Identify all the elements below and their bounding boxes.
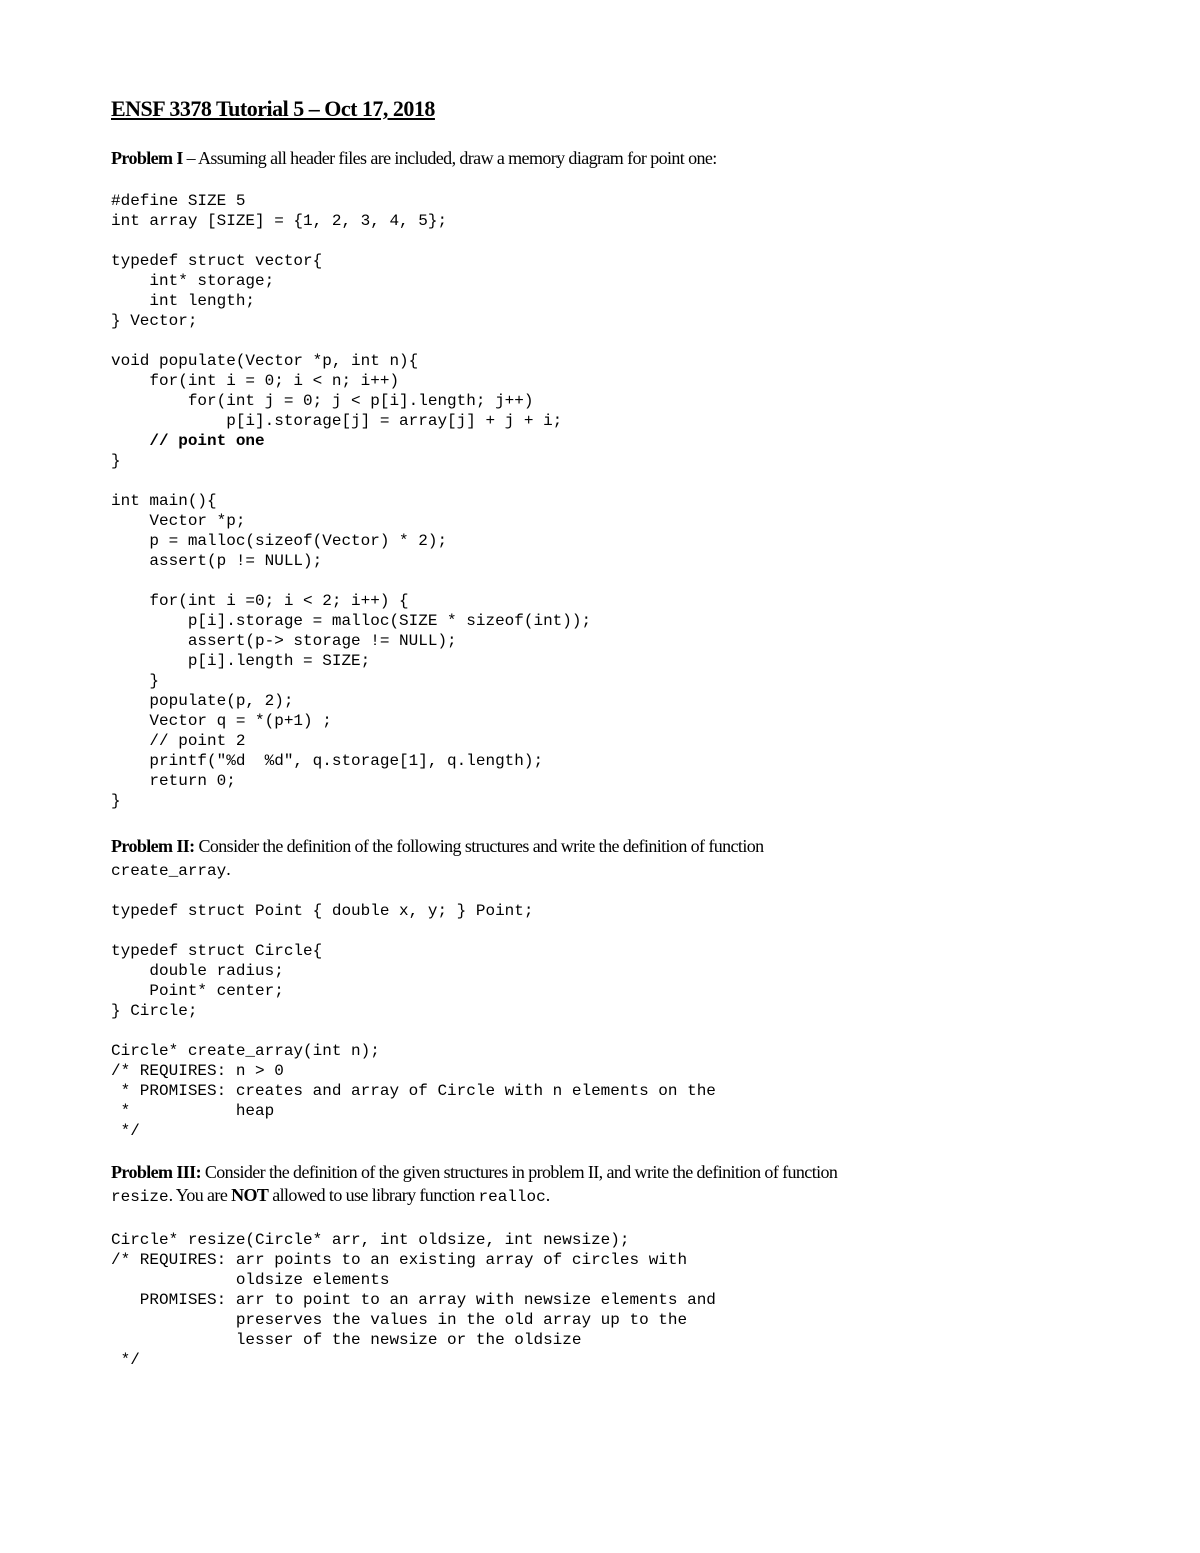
problem-3-label: Problem III: (111, 1162, 201, 1182)
code-line: int length; (111, 292, 256, 310)
code-line: int array [SIZE] = {1, 2, 3, 4, 5}; (111, 212, 448, 230)
code-line: return 0; (111, 772, 236, 790)
problem-1-statement (111, 147, 717, 170)
code-line: int* storage; (111, 272, 275, 290)
code-line: } Circle; (111, 1002, 198, 1020)
code-line: assert(p != NULL); (111, 552, 323, 570)
code-line: /* REQUIRES: arr points to an existing array of circles with (111, 1251, 688, 1269)
code-line: assert(p-> storage != NULL); (111, 632, 457, 650)
code-line: typedef struct Circle{ (111, 942, 323, 960)
code-line: Vector *p; (111, 512, 246, 530)
problem-3-statement (111, 1161, 837, 1184)
code-line (111, 1021, 716, 1041)
code-line: for(int i = 0; i < n; i++) (111, 372, 400, 390)
code-line (111, 231, 591, 251)
problem-2-statement-line2 (111, 858, 230, 883)
code-line: } (111, 452, 121, 470)
code-line: lesser of the newsize or the oldsize (111, 1331, 582, 1349)
code-line: */ (111, 1122, 140, 1140)
code-line: for(int j = 0; j < p[i].length; j++) (111, 392, 534, 410)
problem-3-text-2c: . (545, 1185, 550, 1205)
code-line: double radius; (111, 962, 284, 980)
code-line: Vector q = *(p+1) ; (111, 712, 332, 730)
code-line: for(int i =0; i < 2; i++) { (111, 592, 409, 610)
problem-3-not: NOT (231, 1185, 269, 1205)
code-line: PROMISES: arr to point to an array with newsize elements and (111, 1291, 716, 1309)
code-line: typedef struct vector{ (111, 252, 323, 270)
code-line: * PROMISES: creates and array of Circle with n elements on the (111, 1082, 716, 1100)
code-line: p = malloc(sizeof(Vector) * 2); (111, 532, 448, 550)
code-line: Circle* create_array(int n); (111, 1042, 380, 1060)
problem-2-code (111, 901, 716, 1141)
code-line (111, 921, 716, 941)
problem-3-text-2b: allowed to use library function (268, 1185, 479, 1205)
problem-3-text: Consider the definition of the given structures in problem II, and write the definition of function (200, 1162, 838, 1182)
problem-3-statement-line2 (111, 1184, 550, 1209)
code-line: p[i].storage = malloc(SIZE * sizeof(int)); (111, 612, 592, 630)
code-line: p[i].storage[j] = array[j] + j + i; (111, 412, 563, 430)
code-line: Point* center; (111, 982, 284, 1000)
problem-3-function-name: resize (111, 1188, 169, 1206)
code-line: int main(){ (111, 492, 217, 510)
code-line: oldsize elements (111, 1271, 390, 1289)
code-line (111, 471, 591, 491)
code-line: /* REQUIRES: n > 0 (111, 1062, 284, 1080)
code-line: Circle* resize(Circle* arr, int oldsize, int newsize); (111, 1231, 630, 1249)
problem-3-library-name: realloc (478, 1188, 546, 1206)
code-line: printf("%d %d", q.storage[1], q.length); (111, 752, 544, 770)
code-line: * heap (111, 1102, 275, 1120)
code-line: populate(p, 2); (111, 692, 294, 710)
problem-1-code (111, 191, 591, 811)
problem-2-function-suffix: . (226, 859, 231, 879)
problem-3-text-2a: . You are (168, 1185, 232, 1205)
problem-2-text: Consider the definition of the following structures and write the definition of function (194, 836, 764, 856)
code-line: preserves the values in the old array up to the (111, 1311, 688, 1329)
code-line: */ (111, 1351, 140, 1369)
page-title: ENSF 3378 Tutorial 5 – Oct 17, 2018 (111, 96, 435, 121)
code-line: void populate(Vector *p, int n){ (111, 352, 419, 370)
code-line: } (111, 792, 121, 810)
code-line (111, 331, 591, 351)
problem-2-label: Problem II: (111, 836, 195, 856)
problem-1-text: – Assuming all header files are included, draw a memory diagram for point one: (182, 148, 717, 168)
problem-1-label: Problem I (111, 148, 183, 168)
code-line: p[i].length = SIZE; (111, 652, 371, 670)
code-line: // point one (111, 432, 265, 450)
code-line (111, 571, 591, 591)
code-line: // point 2 (111, 732, 246, 750)
problem-3-code (111, 1230, 716, 1370)
problem-2-function-name: create_array (111, 862, 227, 880)
code-line: } Vector; (111, 312, 198, 330)
code-line: #define SIZE 5 (111, 192, 246, 210)
code-line: } (111, 672, 160, 690)
problem-2-statement (111, 835, 764, 858)
code-line: typedef struct Point { double x, y; } Point; (111, 902, 534, 920)
